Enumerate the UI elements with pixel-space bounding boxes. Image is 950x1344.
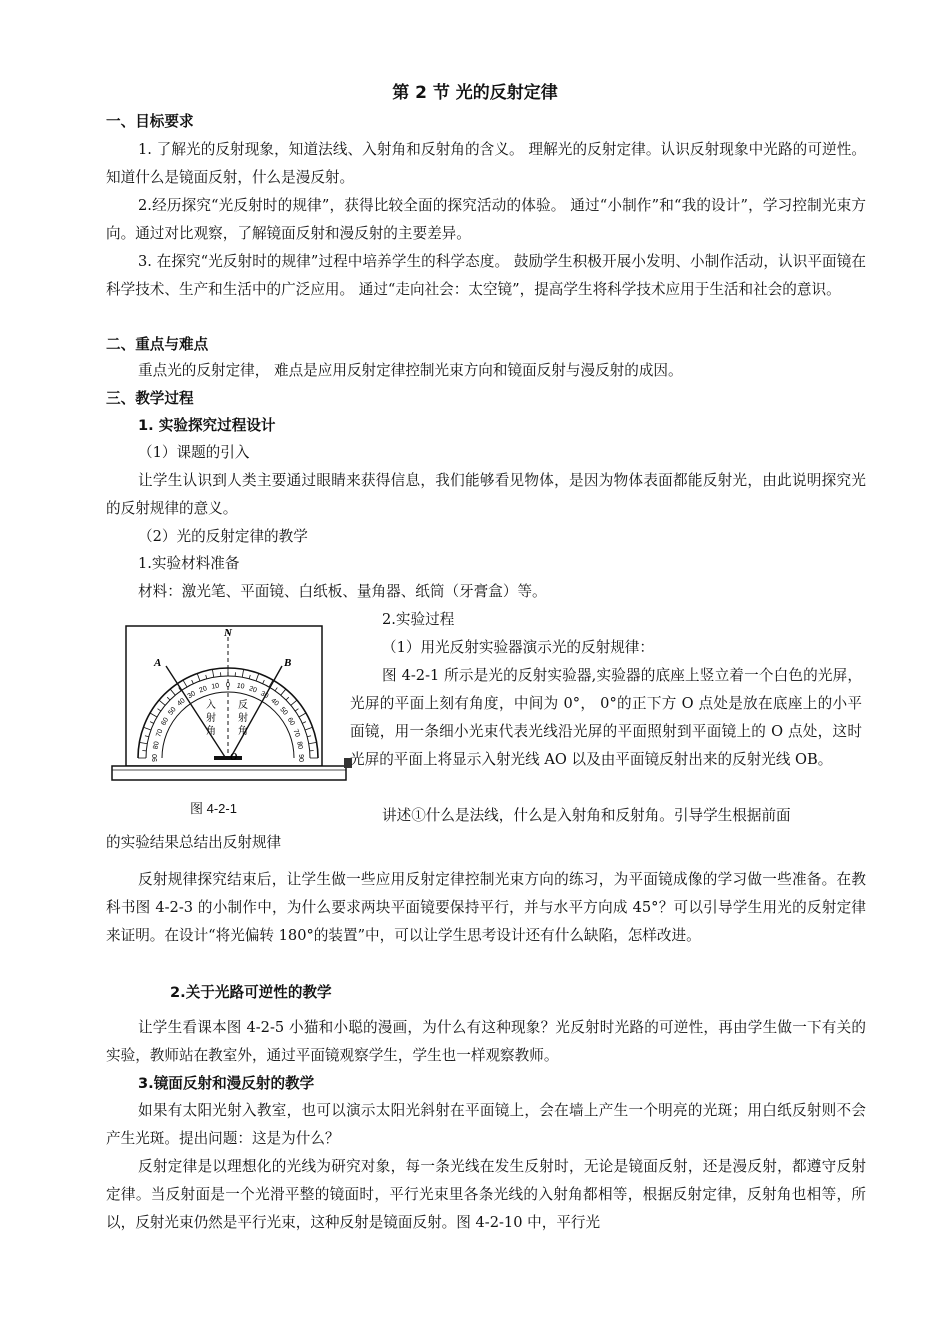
angle-tick-label: 50 bbox=[278, 706, 289, 717]
goals-paragraph-1: 1. 了解光的反射现象，知道法线、入射角和反射角的含义。 理解光的反射定律。认识反射现象中光路的可逆性。 知道什么是镜面反射，什么是漫反射。 bbox=[106, 141, 866, 186]
angle-tick-label: 30 bbox=[186, 690, 197, 701]
reflect-angle-char-3: 角 bbox=[238, 726, 248, 737]
key-points-paragraph: 重点光的反射定律， 难点是应用反射定律控制光束方向和镜面反射与漫反射的成因。 bbox=[138, 362, 683, 379]
intro-paragraph: 让学生认识到人类主要通过眼睛来获得信息，我们能够看见物体，是因为物体表面都能反射光，由此说明探究光的反射规律的意义。 bbox=[106, 472, 866, 517]
protractor-tick bbox=[256, 673, 259, 681]
angle-tick-label: 40 bbox=[176, 697, 187, 708]
angle-tick-label: 0 bbox=[226, 682, 230, 689]
protractor-tick bbox=[263, 680, 265, 684]
item-law-teaching: （2）光的反射定律的教学 bbox=[138, 528, 308, 545]
protractor-tick bbox=[159, 700, 165, 705]
protractor-tick bbox=[299, 713, 306, 717]
plane-mirror bbox=[214, 756, 242, 760]
protractor-tick bbox=[309, 742, 317, 743]
reflection-apparatus-figure bbox=[106, 622, 352, 822]
item-demo: （1）用光反射实验器演示光的反射规律： bbox=[382, 639, 654, 656]
angle-tick-label: 20 bbox=[247, 685, 258, 695]
goals-paragraph-3: 3. 在探究“光反射时的规律”过程中培养学生的科学态度。 鼓励学生积极开展小发明、小制作活动，认识平面镜在科学技术、生产和生活中的广泛应用。 通过“走向社会：太空镜”，提高学生将科学技术应用于生活和社会的意识。 bbox=[106, 253, 866, 298]
protractor-tick bbox=[183, 680, 187, 687]
protractor-tick bbox=[158, 709, 161, 711]
angle-tick-label: 50 bbox=[167, 706, 178, 717]
angle-tick-label: 80 bbox=[295, 740, 304, 750]
label-n: N bbox=[224, 627, 232, 639]
base bbox=[112, 766, 346, 780]
section-heading-key-points: 二、重点与难点 bbox=[106, 336, 209, 353]
protractor-tick bbox=[212, 669, 213, 677]
protractor-tick bbox=[167, 697, 170, 700]
angle-tick-label: 90 bbox=[297, 754, 304, 762]
explain-paragraph-end: 的实验结果总结出反射规律 bbox=[106, 834, 282, 851]
label-a: A bbox=[154, 657, 162, 669]
protractor-tick bbox=[302, 722, 306, 724]
incident-angle-char-2: 射 bbox=[206, 713, 216, 724]
protractor-tick bbox=[150, 722, 154, 724]
section-heading-process: 三、教学过程 bbox=[106, 390, 194, 407]
angle-tick-label: 60 bbox=[285, 716, 296, 727]
protractor-tick bbox=[145, 736, 149, 737]
protractor-tick bbox=[291, 700, 297, 705]
protractor-tick bbox=[305, 727, 313, 730]
angle-tick-label: 90 bbox=[152, 754, 159, 762]
goals-paragraph-2: 2.经历探究“光反射时的规律”，获得比较全面的探究活动的体验。 通过“小制作”和“我的设计”，学习控制光束方向。通过对比观察，了解镜面反射和漫反射的主要差异。 bbox=[106, 197, 866, 242]
protractor-tick bbox=[150, 713, 157, 717]
apparatus-paragraph: 图 4-2-1 所示是光的反射实验器,实验器的底座上竖立着一个白色的光屏，光屏的平面上刻有角度，中间为 0°， 0°的正下方 O 点处是放在底座上的小平面镜，用一条细小光束代表光线沿光屏的平面照射到平面镜上的 O 点处，这时光屏的平面上将显示入射光线 AO 以及由平面镜反射出来的反射光线 OB。 bbox=[350, 667, 862, 768]
subheading-specular-diffuse: 3.镜面反射和漫反射的教学 bbox=[138, 1075, 315, 1092]
angle-tick-label: 70 bbox=[291, 728, 301, 739]
angle-tick-label: 10 bbox=[210, 682, 220, 691]
materials-list: 材料：激光笔、平面镜、白纸板、量角器、纸筒（牙膏盒）等。 bbox=[138, 583, 547, 600]
protractor-tick bbox=[307, 736, 311, 737]
protractor-tick bbox=[170, 689, 175, 695]
figure-caption: 图 4-2-1 bbox=[190, 801, 237, 816]
subheading-experiment-design: 1. 实验探究过程设计 bbox=[138, 417, 276, 434]
protractor-tick bbox=[206, 675, 207, 679]
label-b: B bbox=[284, 657, 292, 669]
item-materials-prep: 1.实验材料准备 bbox=[138, 555, 240, 572]
protractor-tick bbox=[139, 742, 147, 743]
protractor-tick bbox=[295, 709, 298, 711]
subheading-reversibility: 2.关于光路可逆性的教学 bbox=[170, 984, 332, 1001]
item-experiment-process: 2.实验过程 bbox=[382, 611, 455, 628]
protractor-tick bbox=[197, 673, 200, 681]
reflection-law-paragraph: 反射定律是以理想化的光线为研究对象，每一条光线在发生反射时，无论是镜面反射，还是漫反射，都遵守反射定律。当反射面是一个光滑平整的镜面时，平行光束里各条光线的入射角都相等，根据反射定律，反射角也相等，所以，反射光束仍然是平行光束，这种反射是镜面反射。图 4-2-10 中，平行光 bbox=[106, 1158, 866, 1231]
protractor-tick bbox=[281, 689, 286, 695]
practice-paragraph: 反射规律探究结束后，让学生做一些应用反射定律控制光束方向的练习，为平面镜成像的学习做一些准备。在教科书图 4-2-3 的小制作中，为什么要求两块平面镜要保持平行，并与水平方向成 45°？可以引导学生用光的反射定律来证明。在设计“将光偏转 180°的装置”中，可以让学生思考设计还有什么缺陷，怎样改进。 bbox=[106, 871, 866, 944]
angle-tick-label: 70 bbox=[155, 728, 165, 739]
incident-angle-char-3: 角 bbox=[206, 726, 216, 737]
protractor-tick bbox=[242, 669, 243, 677]
reflect-angle-char-2: 射 bbox=[238, 713, 248, 724]
angle-tick-label: 40 bbox=[269, 697, 280, 708]
incident-angle-char-1: 入 bbox=[206, 700, 216, 711]
reflect-angle-char-1: 反 bbox=[238, 700, 248, 711]
protractor-tick bbox=[286, 697, 289, 700]
label-o: O bbox=[230, 752, 238, 763]
angle-tick-label: 30 bbox=[259, 690, 270, 701]
item-introduction: （1）课题的引入 bbox=[138, 444, 250, 461]
protractor-tick bbox=[275, 688, 277, 691]
reversibility-paragraph: 让学生看课本图 4-2-5 小猫和小聪的漫画，为什么有这种现象？光反射时光路的可逆性，再由学生做一下有关的实验，教师站在教室外，通过平面镜观察学生，学生也一样观察教师。 bbox=[106, 1019, 866, 1064]
protractor-tick bbox=[192, 680, 194, 684]
sunlight-paragraph: 如果有太阳光射入教室，也可以演示太阳光斜射在平面镜上，会在墙上产生一个明亮的光斑；用白纸反射则不会产生光斑。提出问题：这是为什么？ bbox=[106, 1102, 866, 1147]
angle-tick-label: 20 bbox=[198, 685, 209, 695]
angle-tick-label: 10 bbox=[236, 682, 246, 691]
page-title: 第 2 节 光的反射定律 bbox=[392, 83, 558, 103]
explain-paragraph-start: 讲述①什么是法线，什么是入射角和反射角。引导学生根据前面 bbox=[382, 807, 791, 824]
angle-tick-label: 80 bbox=[152, 740, 161, 750]
protractor-tick bbox=[249, 675, 250, 679]
protractor-tick bbox=[143, 727, 151, 730]
angle-tick-label: 60 bbox=[160, 716, 171, 727]
section-heading-goals: 一、目标要求 bbox=[106, 113, 194, 130]
